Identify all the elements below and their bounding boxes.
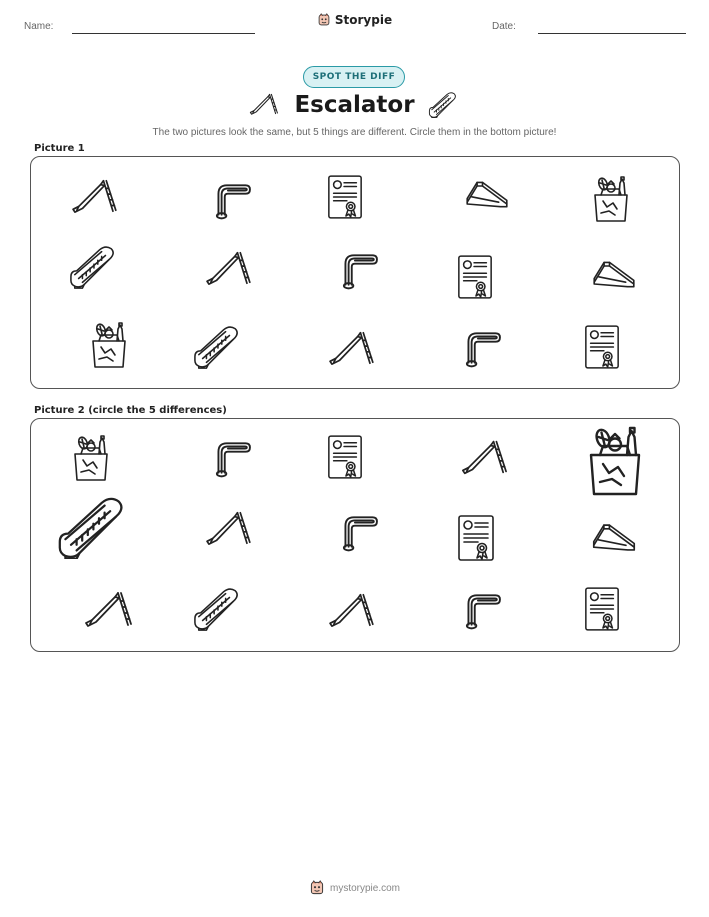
picture2-slide-icon[interactable] — [459, 437, 507, 477]
page-title: Escalator — [294, 92, 415, 118]
spot-the-diff-badge: SPOT THE DIFF — [303, 66, 405, 88]
name-label: Name: — [24, 21, 54, 32]
picture1-escalator-icon — [193, 325, 241, 369]
picture1-certificate-icon — [326, 173, 364, 221]
picture1-ramp-slide-icon — [463, 177, 511, 213]
picture2-certificate-icon[interactable] — [326, 433, 364, 481]
picture1-slide-icon — [69, 177, 117, 215]
title-escalator-icon — [428, 92, 458, 118]
picture1-grocery-bag-icon — [89, 321, 129, 369]
instructions: The two pictures look the same, but 5 things are different. Circle them in the bottom picture! — [152, 127, 557, 138]
picture2-panel[interactable] — [30, 418, 680, 652]
brand-logo — [0, 13, 709, 27]
picture1-slide-icon — [203, 249, 251, 287]
footer — [0, 880, 709, 896]
picture2-slide-icon[interactable] — [81, 589, 133, 629]
picture1-bike-rack-icon — [209, 179, 251, 221]
picture2-bike-rack-icon[interactable] — [209, 437, 251, 479]
picture1-label: Picture 1 — [34, 143, 85, 154]
date-field[interactable] — [538, 33, 686, 34]
picture1-escalator-icon — [69, 245, 117, 289]
picture2-escalator-icon[interactable] — [57, 497, 127, 559]
picture2-escalator-icon[interactable] — [193, 587, 241, 631]
picture2-bike-rack-icon[interactable] — [336, 511, 378, 553]
picture2-certificate-icon[interactable] — [456, 513, 496, 563]
picture2-slide-icon[interactable] — [203, 509, 251, 547]
picture1-certificate-icon — [456, 253, 494, 301]
footer-url: mystorypie.com — [329, 882, 400, 894]
picture1-bike-rack-icon — [336, 249, 378, 291]
picture2-certificate-icon[interactable] — [583, 585, 621, 633]
storypie-logo-icon — [317, 13, 331, 27]
brand-name: Storypie — [334, 13, 393, 27]
picture1-ramp-slide-icon — [591, 257, 637, 293]
storypie-logo-icon — [309, 880, 325, 896]
picture2-slide-icon[interactable] — [326, 591, 374, 629]
picture2-grocery-bag-icon[interactable] — [71, 433, 111, 483]
picture1-slide-icon — [326, 329, 374, 367]
picture1-panel — [30, 156, 680, 389]
picture2-label: Picture 2 (circle the 5 differences) — [34, 405, 227, 416]
picture1-bike-rack-icon — [459, 327, 501, 369]
name-field[interactable] — [72, 33, 255, 34]
picture1-certificate-icon — [583, 323, 621, 371]
picture1-grocery-bag-icon — [591, 175, 631, 223]
picture2-ramp-slide-icon[interactable] — [591, 519, 637, 557]
picture2-grocery-bag-icon[interactable] — [583, 425, 647, 497]
picture2-bike-rack-icon[interactable] — [459, 589, 501, 631]
date-label: Date: — [492, 21, 516, 32]
